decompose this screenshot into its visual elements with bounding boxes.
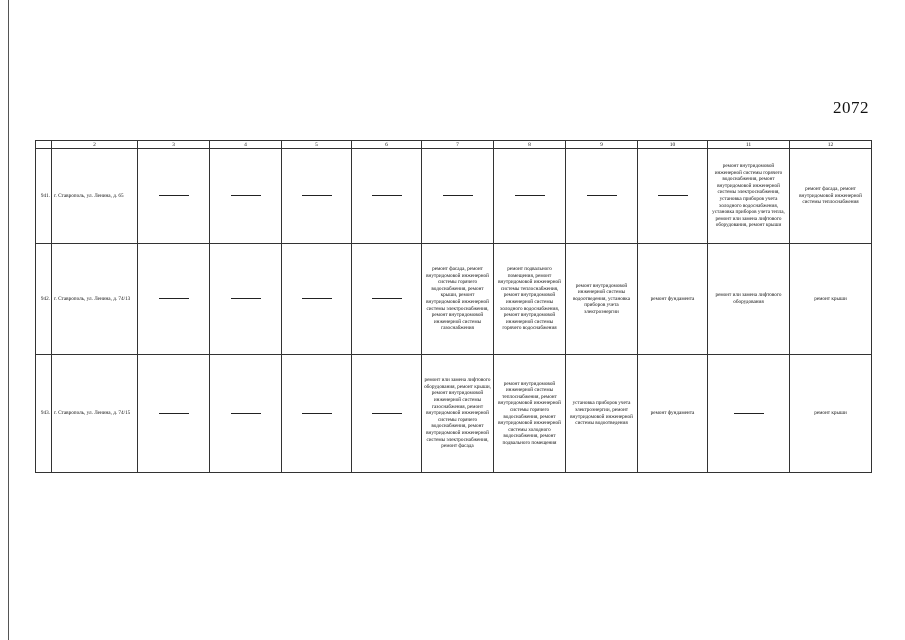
work-description-text: ремонт внутридомовой инженерной системы горячего водоснабжения, ремонт внутридомовой инженерной системы электроснабжения, установка приборов учета холодного водоснабжения, установка приборов учета тепла, ремонт или замена лифтового оборудования, ремонт крыши — [712, 163, 785, 229]
work-description-text: ремонт фасада, ремонт внутридомовой инженерной системы горячего водоснабжения, ремонт крыши, ремонт внутридомовой инженерной системы электроснабжения, ремонт внутридомовой инженерной системы газоснабжения — [426, 266, 489, 332]
work-description-cell — [708, 149, 790, 244]
work-description-cell — [708, 244, 790, 355]
empty-dash-cell — [138, 149, 210, 244]
column-header: 6 — [352, 141, 422, 149]
work-description-text: ремонт или замена лифтового оборудования — [715, 292, 782, 305]
work-description-text: ремонт крыши — [814, 410, 847, 417]
work-description-cell — [790, 149, 872, 244]
dash-mark — [302, 298, 332, 299]
column-header: 8 — [494, 141, 566, 149]
dash-mark — [302, 413, 332, 414]
dash-mark — [159, 195, 189, 196]
empty-dash-cell — [708, 355, 790, 473]
column-number-row — [36, 141, 872, 149]
row-number: 943. — [36, 355, 52, 473]
empty-dash-cell — [210, 244, 282, 355]
empty-dash-cell — [210, 149, 282, 244]
empty-dash-cell — [352, 244, 422, 355]
dash-mark — [159, 413, 189, 414]
dash-mark — [159, 298, 189, 299]
work-description-text: установка приборов учета электроэнергии, ремонт внутридомовой инженерной системы водоотведения — [570, 400, 633, 427]
work-description-cell — [494, 355, 566, 473]
column-header: 7 — [422, 141, 494, 149]
work-description-text: ремонт подвального помещения, ремонт внутридомовой инженерной системы теплоснабжения, ремонт внутридомовой инженерной системы холодного водоснабжения, ремонт внутридомовой инженерной системы горячего водоснабжения — [498, 266, 561, 332]
work-description-cell — [790, 244, 872, 355]
empty-dash-cell — [352, 149, 422, 244]
empty-dash-cell — [352, 355, 422, 473]
dash-mark — [372, 413, 402, 414]
address-cell: г. Ставрополь, ул. Ленина, д. 65 — [52, 149, 138, 244]
empty-dash-cell — [138, 355, 210, 473]
dash-mark — [231, 195, 261, 196]
empty-dash-cell — [282, 244, 352, 355]
dash-mark — [658, 195, 688, 196]
column-header: 4 — [210, 141, 282, 149]
work-description-cell — [566, 355, 638, 473]
work-description-cell — [566, 244, 638, 355]
work-description-cell — [638, 355, 708, 473]
column-header: 12 — [790, 141, 872, 149]
dash-mark — [231, 413, 261, 414]
empty-dash-cell — [638, 149, 708, 244]
work-description-cell — [422, 355, 494, 473]
table-row — [36, 149, 872, 244]
column-header: 5 — [282, 141, 352, 149]
repair-schedule-table — [35, 140, 872, 473]
dash-mark — [372, 298, 402, 299]
empty-dash-cell — [210, 355, 282, 473]
empty-dash-cell — [138, 244, 210, 355]
empty-dash-cell — [282, 149, 352, 244]
work-description-text: ремонт или замена лифтового оборудования, ремонт крыши, ремонт внутридомовой инженерной системы газоснабжения, ремонт внутридомовой инженерной системы горячего водоснабжения, ремонт внутридомовой инженерной системы электроснабжения, ремонт фасада — [424, 377, 491, 450]
work-description-cell — [638, 244, 708, 355]
dash-mark — [734, 413, 764, 414]
column-header: 9 — [566, 141, 638, 149]
column-header: 10 — [638, 141, 708, 149]
work-description-text: ремонт внутридомовой инженерной системы водоотведения, установка приборов учета электроэнергии — [572, 282, 631, 315]
table-row — [36, 355, 872, 473]
page-number: 2072 — [833, 98, 869, 117]
table-row — [36, 244, 872, 355]
empty-dash-cell — [494, 149, 566, 244]
row-number: 941. — [36, 149, 52, 244]
work-description-text: ремонт фундамента — [650, 410, 695, 417]
empty-dash-cell — [282, 355, 352, 473]
empty-dash-cell — [566, 149, 638, 244]
dash-mark — [231, 298, 261, 299]
work-description-text: ремонт фасада, ремонт внутридомовой инженерной системы теплоснабжения — [799, 186, 862, 206]
dash-mark — [587, 195, 617, 196]
work-description-text: ремонт фундамента — [650, 295, 695, 302]
empty-dash-cell — [422, 149, 494, 244]
column-header: 3 — [138, 141, 210, 149]
work-description-cell — [790, 355, 872, 473]
column-header: 2 — [52, 141, 138, 149]
address-cell: г. Ставрополь, ул. Ленина, д. 74/15 — [52, 355, 138, 473]
work-description-cell — [494, 244, 566, 355]
dash-mark — [372, 195, 402, 196]
work-description-text: ремонт крыши — [814, 295, 847, 302]
column-header: 11 — [708, 141, 790, 149]
address-cell: г. Ставрополь, ул. Ленина, д. 74/13 — [52, 244, 138, 355]
dash-mark — [515, 195, 545, 196]
column-header — [36, 141, 52, 149]
row-number: 942. — [36, 244, 52, 355]
work-description-cell — [422, 244, 494, 355]
dash-mark — [443, 195, 473, 196]
dash-mark — [302, 195, 332, 196]
scan-edge-line — [8, 0, 9, 640]
work-description-text: ремонт внутридомовой инженерной системы теплоснабжения, ремонт внутридомовой инженерной системы горячего водоснабжения, ремонт внутридомовой инженерной системы холодного водоснабжения, ремонт подвального помещения — [498, 380, 561, 446]
